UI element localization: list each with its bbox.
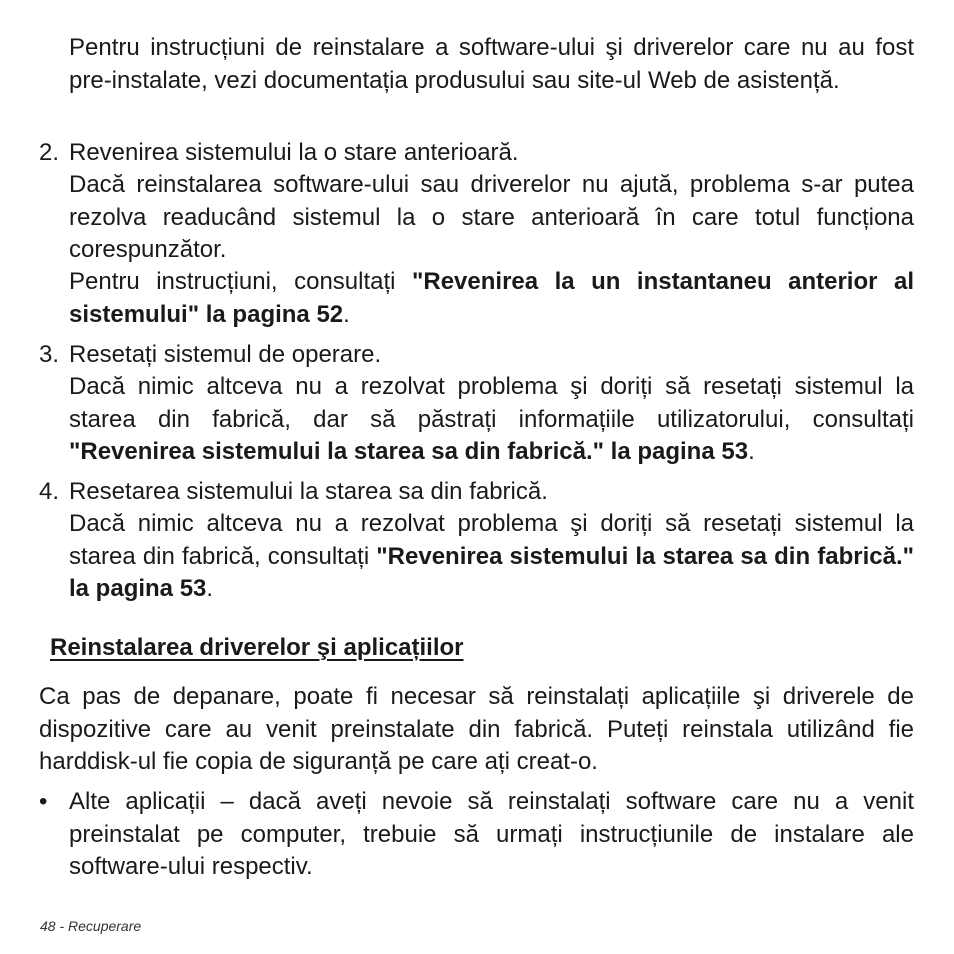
section-heading: Reinstalarea driverelor şi aplicațiilor <box>50 634 464 661</box>
item-2-title: Revenirea sistemului la o stare anterioară. <box>69 139 519 166</box>
item-3-title: Resetați sistemul de operare. <box>69 341 382 368</box>
item-3-body <box>69 371 914 469</box>
item-4-number: 4. <box>39 478 60 505</box>
item-2-ref-suffix: . <box>343 300 350 328</box>
item-4-body <box>69 508 914 606</box>
item-3-number: 3. <box>39 341 60 368</box>
section-paragraph: Ca pas de depanare, poate fi necesar să reinstalați aplicațiile şi driverele de dispozitive care au venit preinstalate din fabrică. Puteți reinstala utilizând fie harddisk-ul fie copia de siguranță pe care ați creat-o. <box>39 683 914 775</box>
item-2-number: 2. <box>39 139 60 166</box>
item-2-ref-link[interactable]: "Revenirea la un instantaneu anterior al sistemului" la pagina 52 <box>69 268 914 328</box>
item-3-ref-link[interactable]: "Revenirea sistemului la starea sa din fabrică." la pagina 53 <box>69 438 749 465</box>
item-4-body-prefix: Dacă nimic altceva nu a rezolvat problema şi doriți să resetați sistemul la starea din fabrică, consultați <box>69 510 914 570</box>
bullet-text: Alte aplicații – dacă aveți nevoie să reinstalați software care nu a venit preinstalat pe computer, trebuie să urmați instrucțiunile de instalare ale software-ului respectiv. <box>69 788 914 880</box>
page-footer: 48 - Recuperare <box>40 918 142 934</box>
item-4-ref-link[interactable]: "Revenirea sistemului la starea sa din fabrică." la pagina 53 <box>69 542 914 602</box>
item-3-ref-suffix: . <box>748 438 755 465</box>
bullet-marker: • <box>39 788 48 815</box>
item-2-reference <box>69 266 914 331</box>
item-4-title: Resetarea sistemului la starea sa din fabrică. <box>69 478 548 505</box>
item-4-ref-suffix: . <box>206 575 214 602</box>
item-2-body: Dacă reinstalarea software-ului sau driverelor nu ajută, problema s-ar putea rezolva readucând sistemul la o stare anterioară în care totul funcționa corespunzător. <box>69 171 914 263</box>
item-3-body-prefix: Dacă nimic altceva nu a rezolvat problema şi doriți să resetați sistemul la starea din fabrică, dar să păstrați informațiile utilizatorului, consultați <box>69 373 914 433</box>
intro-paragraph: Pentru instrucțiuni de reinstalare a software-ului şi driverelor care nu au fost pre-instalate, vezi documentația produsului sau site-ul Web de asistență. <box>69 34 914 94</box>
item-2-ref-prefix: Pentru instrucțiuni, consultați <box>69 268 412 295</box>
